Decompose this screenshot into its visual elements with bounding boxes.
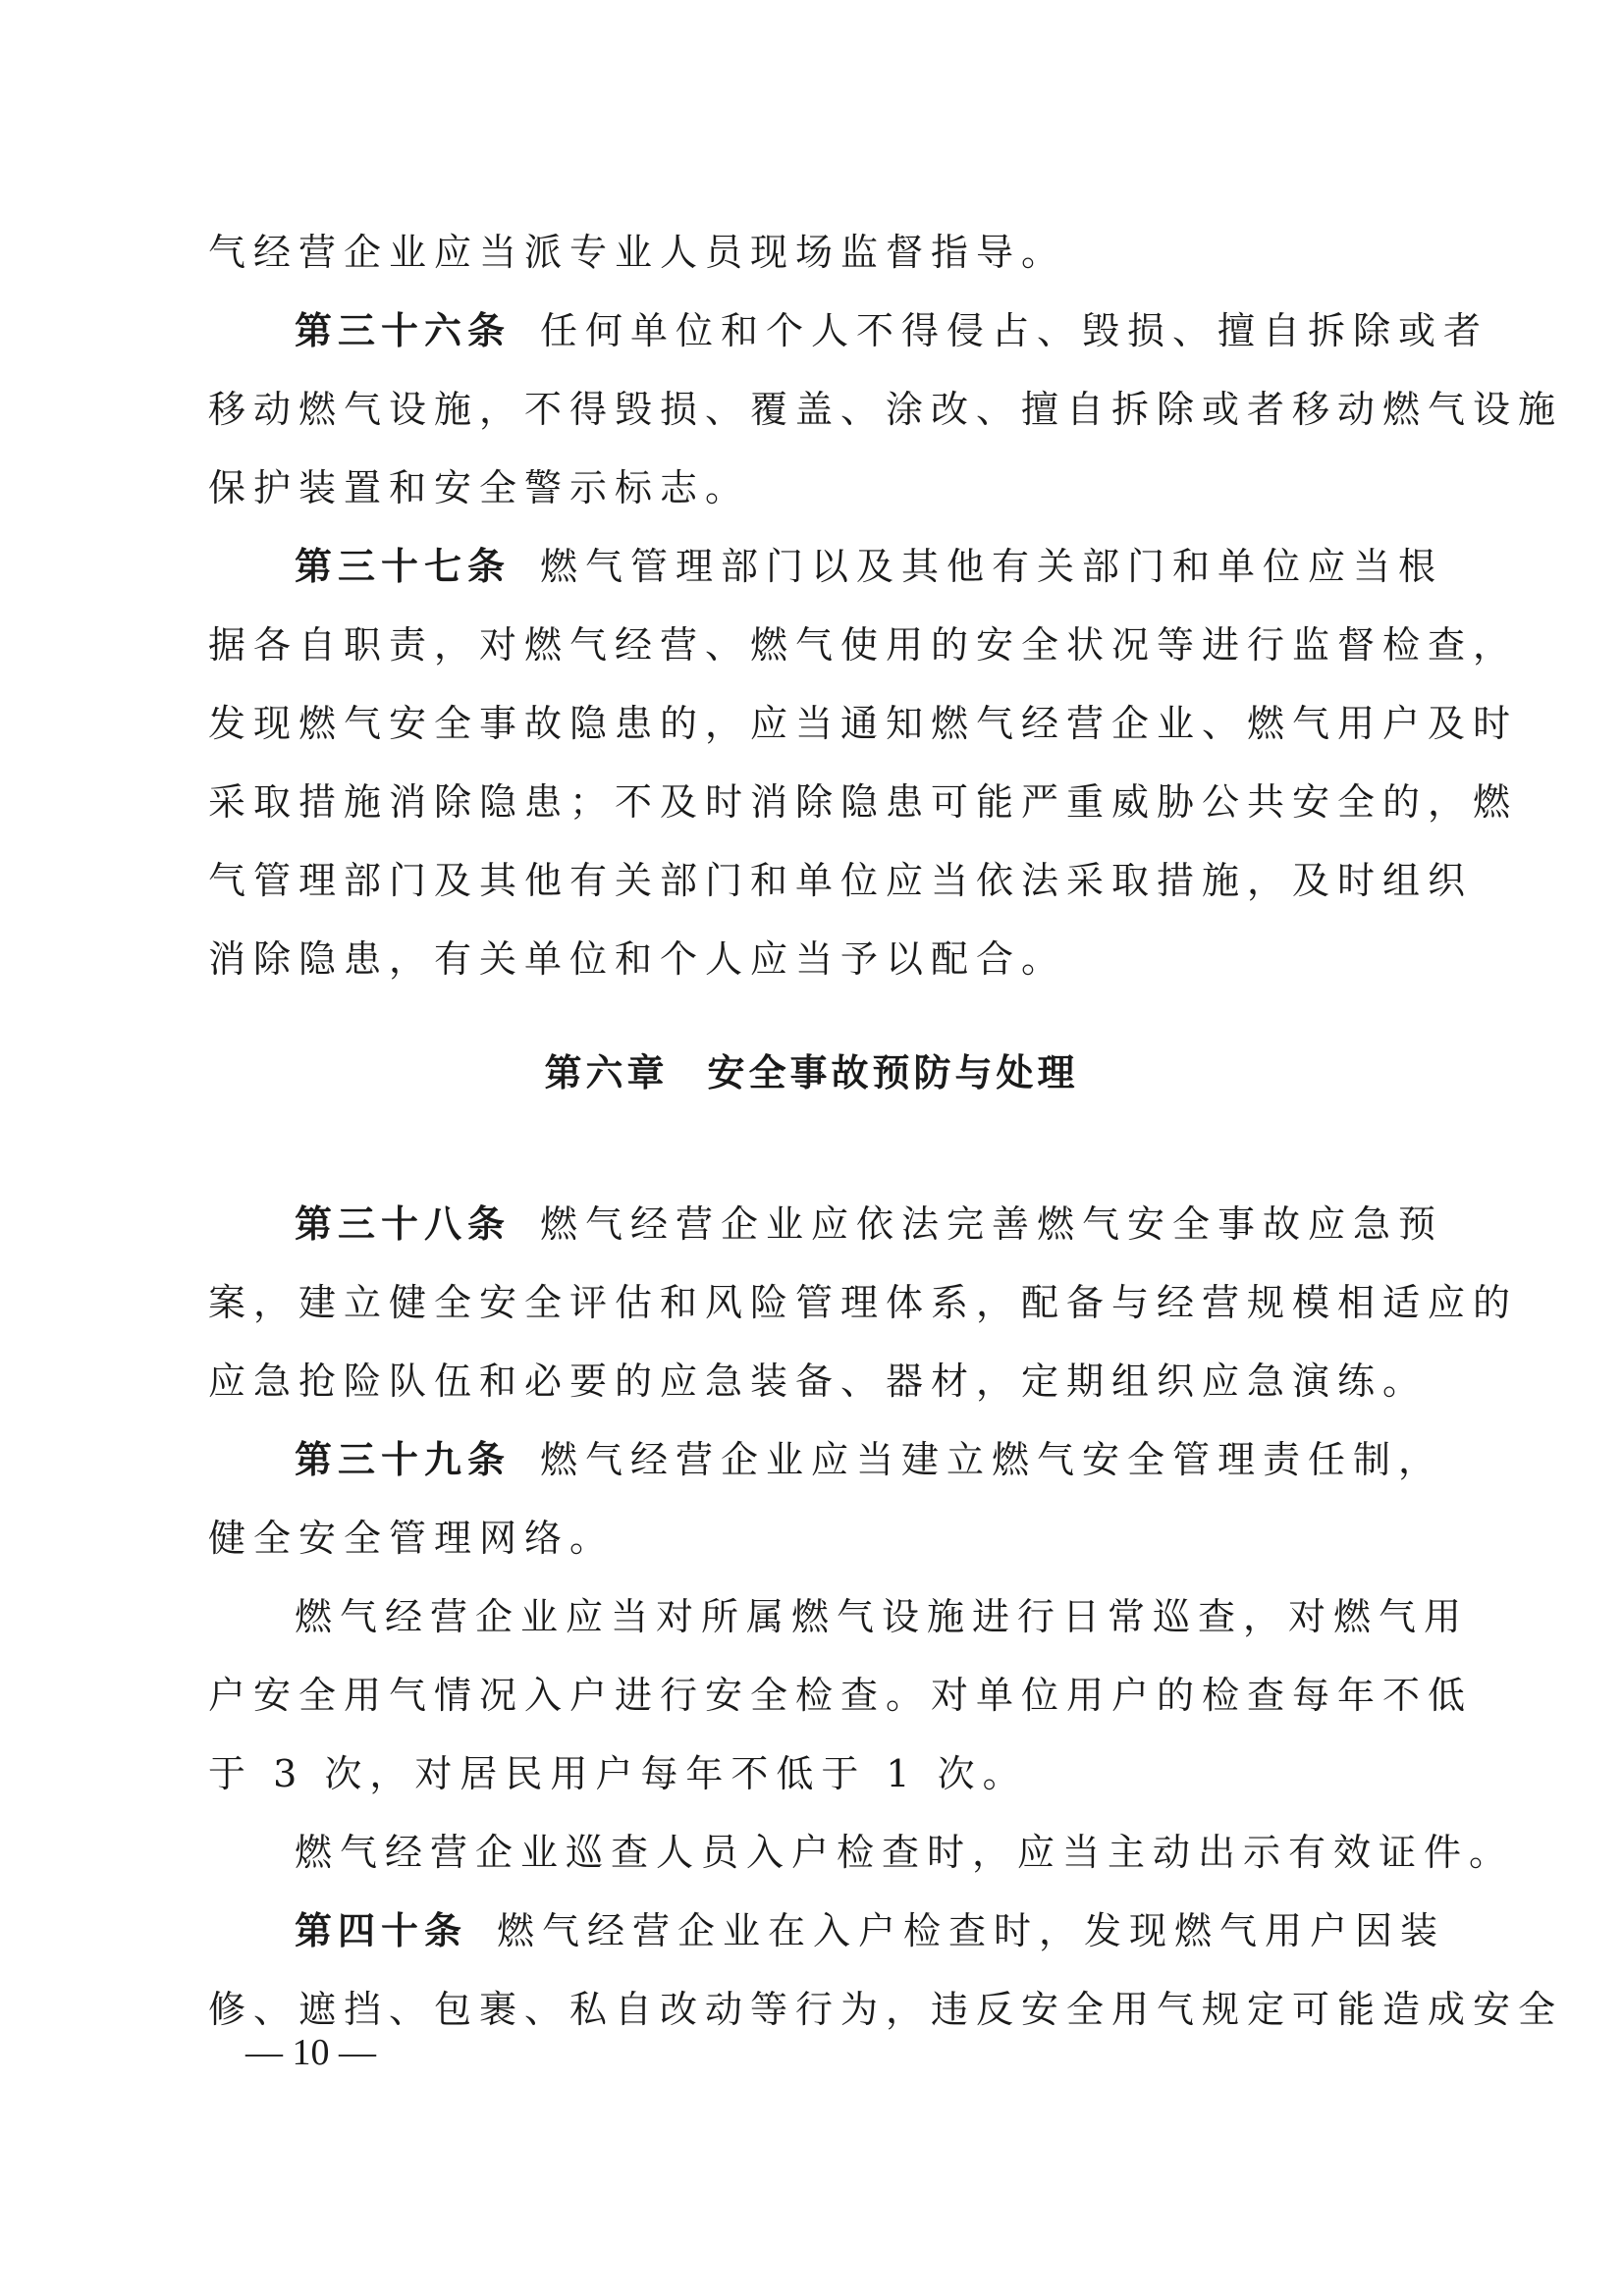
line-text: 燃气经营企业应当对所属燃气设施进行日常巡查，对燃气用	[295, 1595, 1470, 1638]
line-text: 户安全用气情况入户进行安全检查。对单位用户的检查每年不低	[208, 1674, 1474, 1717]
paragraph-line	[208, 1985, 1564, 2034]
line-text: 移动燃气设施，不得毁损、覆盖、涂改、擅自拆除或者移动燃气设施	[208, 388, 1564, 431]
paragraph-line	[295, 1828, 1515, 1877]
article-40-heading-line	[295, 1906, 1446, 1955]
article-39-heading-line	[295, 1435, 1444, 1484]
article-label: 第四十条	[295, 1909, 468, 1952]
article-36-heading-line	[295, 306, 1489, 355]
article-38-heading-line	[295, 1200, 1444, 1249]
chapter-number: 第六章	[544, 1051, 669, 1095]
line-text: 于 3 次，对居民用户每年不低于 1 次。	[208, 1752, 1028, 1795]
line-text: 健全安全管理网络。	[208, 1517, 616, 1560]
line-text: 保护装置和安全警示标志。	[208, 466, 751, 509]
line-text: 气经营企业应当派专业人员现场监督指导。	[208, 231, 1067, 274]
paragraph-line	[208, 934, 1426, 984]
page-number: — 10 —	[245, 2032, 376, 2073]
paragraph-line	[208, 1357, 1429, 1406]
paragraph-line	[208, 1749, 1426, 1798]
paragraph-line	[208, 777, 1519, 827]
article-label: 第三十七条	[295, 545, 512, 588]
article-label: 第三十八条	[295, 1202, 512, 1246]
line-text: 修、遮挡、包裹、私自改动等行为，违反安全用气规定可能造成安全	[208, 1988, 1564, 2031]
paragraph-line	[208, 620, 1519, 669]
paragraph-line	[208, 228, 1426, 277]
line-text: 消除隐患，有关单位和个人应当予以配合。	[208, 937, 1067, 981]
line-text: 燃气经营企业应当建立燃气安全管理责任制，	[540, 1438, 1444, 1481]
article-37-heading-line	[295, 542, 1444, 591]
paragraph-line	[208, 385, 1564, 434]
line-text: 气管理部门及其他有关部门和单位应当依法采取措施，及时组织	[208, 859, 1474, 902]
line-text: 燃气经营企业应依法完善燃气安全事故应急预	[540, 1202, 1444, 1246]
paragraph-line	[208, 1514, 1426, 1563]
paragraph-line	[208, 1278, 1519, 1327]
chapter-heading	[0, 1048, 1623, 1097]
line-text: 案，建立健全安全评估和风险管理体系，配备与经营规模相适应的	[208, 1281, 1519, 1324]
paragraph-line	[208, 856, 1474, 905]
line-text: 发现燃气安全事故隐患的，应当通知燃气经营企业、燃气用户及时	[208, 702, 1519, 745]
paragraph-line	[208, 463, 1426, 512]
paragraph-line	[295, 1592, 1470, 1641]
line-text: 燃气经营企业巡查人员入户检查时，应当主动出示有效证件。	[295, 1831, 1515, 1874]
line-text: 任何单位和个人不得侵占、毁损、擅自拆除或者	[540, 309, 1489, 352]
chapter-title: 安全事故预防与处理	[707, 1051, 1079, 1095]
paragraph-line	[208, 699, 1519, 748]
paragraph-line	[208, 1671, 1474, 1720]
article-label: 第三十九条	[295, 1438, 512, 1481]
line-text: 应急抢险队伍和必要的应急装备、器材，定期组织应急演练。	[208, 1360, 1429, 1403]
line-text: 燃气管理部门以及其他有关部门和单位应当根	[540, 545, 1444, 588]
line-text: 采取措施消除隐患；不及时消除隐患可能严重威胁公共安全的，燃	[208, 780, 1519, 824]
line-text: 据各自职责，对燃气经营、燃气使用的安全状况等进行监督检查，	[208, 623, 1519, 667]
line-text: 燃气经营企业在入户检查时，发现燃气用户因装	[497, 1909, 1446, 1952]
article-label: 第三十六条	[295, 309, 512, 352]
